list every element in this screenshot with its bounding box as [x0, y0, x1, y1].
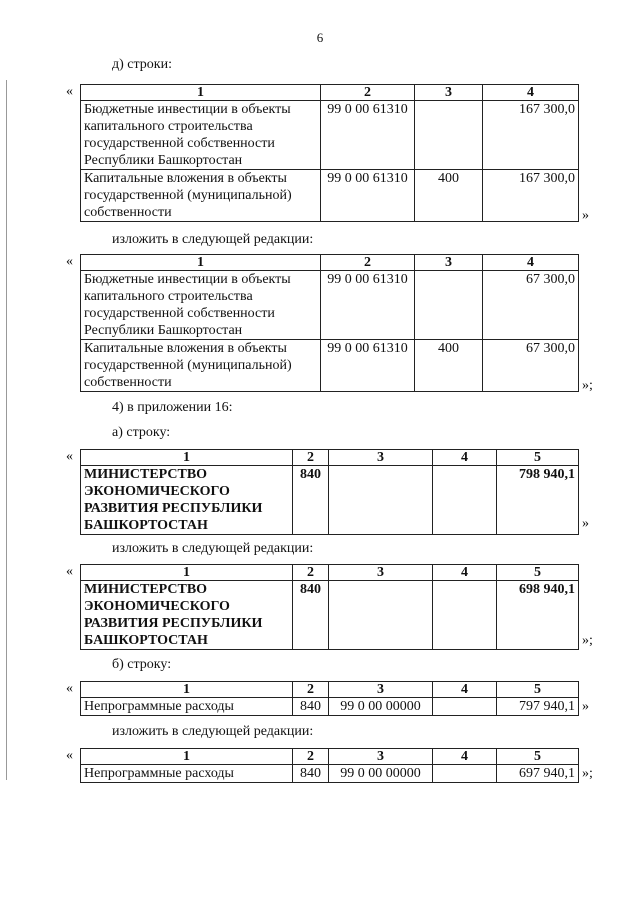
- section-d-old-table: [80, 84, 579, 222]
- table-header: 2: [293, 682, 329, 698]
- quote-close: »;: [582, 766, 593, 781]
- cell-name: МИНИСТЕРСТВО ЭКОНОМИЧЕСКОГО РАЗВИТИЯ РЕСПУБЛИКИ БАШКОРТОСТАН: [81, 581, 293, 650]
- section-b-new-table: [80, 748, 579, 783]
- table-header: 1: [81, 749, 293, 765]
- section-b-intro: б) строку:: [112, 657, 172, 672]
- table-row: [81, 765, 579, 783]
- cell-name: Непрограммные расходы: [81, 765, 293, 783]
- quote-open: «: [66, 748, 73, 763]
- table-row: [81, 101, 579, 170]
- cell-code: 840: [293, 765, 329, 783]
- table-header: 3: [329, 450, 433, 466]
- quote-close: »;: [582, 378, 593, 393]
- cell-name: Бюджетные инвестиции в объекты капитального строительства государственной собственности Республики Башкортостан: [81, 271, 321, 340]
- table-row: [81, 581, 579, 650]
- cell-code: 840: [293, 466, 329, 535]
- table-header: 4: [433, 450, 497, 466]
- table-header: 3: [329, 749, 433, 765]
- cell-col3: 99 0 00 00000: [329, 765, 433, 783]
- section-a-new-table: [80, 564, 579, 650]
- table-header: 1: [81, 682, 293, 698]
- quote-close: »: [582, 699, 589, 714]
- cell-code: 99 0 00 61310: [321, 340, 415, 392]
- table-row: [81, 698, 579, 716]
- cell-name: Бюджетные инвестиции в объекты капитального строительства государственной собственности Республики Башкортостан: [81, 101, 321, 170]
- quote-close: »: [582, 516, 589, 531]
- table-header: 5: [497, 749, 579, 765]
- cell-col3: [329, 581, 433, 650]
- table-header: 2: [321, 85, 415, 101]
- cell-code: 99 0 00 61310: [321, 271, 415, 340]
- cell-amount: 67 300,0: [483, 271, 579, 340]
- table-header: 3: [329, 682, 433, 698]
- table-header: 4: [433, 565, 497, 581]
- cell-type: 400: [415, 340, 483, 392]
- table-header: 4: [433, 682, 497, 698]
- quote-open: «: [66, 681, 73, 696]
- quote-open: «: [66, 84, 73, 99]
- cell-code: 840: [293, 581, 329, 650]
- section-d-new-table: [80, 254, 579, 392]
- table-header: 4: [433, 749, 497, 765]
- cell-col4: [433, 466, 497, 535]
- scan-margin-line: [6, 80, 7, 780]
- table-header: 1: [81, 565, 293, 581]
- section-b-old-table: [80, 681, 579, 716]
- table-row: [81, 340, 579, 392]
- quote-open: «: [66, 564, 73, 579]
- table-header: 3: [415, 85, 483, 101]
- section-a-old-table: [80, 449, 579, 535]
- appendix-16-heading: 4) в приложении 16:: [112, 400, 233, 415]
- cell-amount: 167 300,0: [483, 170, 579, 222]
- table-header: 2: [293, 749, 329, 765]
- section-b-replace-text: изложить в следующей редакции:: [112, 724, 314, 739]
- quote-open: «: [66, 449, 73, 464]
- table-header: 2: [321, 255, 415, 271]
- cell-amount: 798 940,1: [497, 466, 579, 535]
- cell-col3: [329, 466, 433, 535]
- cell-name: Непрограммные расходы: [81, 698, 293, 716]
- cell-code: 840: [293, 698, 329, 716]
- cell-name: Капитальные вложения в объекты государственной (муниципальной) собственности: [81, 340, 321, 392]
- quote-close: »: [582, 208, 589, 223]
- cell-col4: [433, 581, 497, 650]
- cell-type: [415, 271, 483, 340]
- cell-col4: [433, 765, 497, 783]
- table-header: 1: [81, 255, 321, 271]
- cell-amount: 167 300,0: [483, 101, 579, 170]
- section-a-intro: а) строку:: [112, 425, 171, 440]
- table-header: 1: [81, 450, 293, 466]
- table-header: 3: [415, 255, 483, 271]
- table-header: 1: [81, 85, 321, 101]
- section-d-replace-text: изложить в следующей редакции:: [112, 232, 314, 247]
- page-number: 6: [316, 30, 324, 45]
- table-header: 5: [497, 450, 579, 466]
- table-row: [81, 170, 579, 222]
- section-d-intro: д) строки:: [112, 57, 172, 72]
- table-row: [81, 271, 579, 340]
- cell-name: Капитальные вложения в объекты государственной (муниципальной) собственности: [81, 170, 321, 222]
- quote-open: «: [66, 254, 73, 269]
- table-header: 4: [483, 255, 579, 271]
- table-header: 5: [497, 565, 579, 581]
- cell-amount: 698 940,1: [497, 581, 579, 650]
- cell-amount: 697 940,1: [497, 765, 579, 783]
- cell-amount: 797 940,1: [497, 698, 579, 716]
- cell-code: 99 0 00 61310: [321, 101, 415, 170]
- cell-type: [415, 101, 483, 170]
- table-header: 4: [483, 85, 579, 101]
- cell-amount: 67 300,0: [483, 340, 579, 392]
- quote-close: »;: [582, 633, 593, 648]
- cell-type: 400: [415, 170, 483, 222]
- section-a-replace-text: изложить в следующей редакции:: [112, 541, 314, 556]
- table-header: 2: [293, 565, 329, 581]
- table-header: 2: [293, 450, 329, 466]
- table-header: 5: [497, 682, 579, 698]
- cell-code: 99 0 00 61310: [321, 170, 415, 222]
- table-header: 3: [329, 565, 433, 581]
- cell-col4: [433, 698, 497, 716]
- cell-name: МИНИСТЕРСТВО ЭКОНОМИЧЕСКОГО РАЗВИТИЯ РЕСПУБЛИКИ БАШКОРТОСТАН: [81, 466, 293, 535]
- table-row: [81, 466, 579, 535]
- cell-col3: 99 0 00 00000: [329, 698, 433, 716]
